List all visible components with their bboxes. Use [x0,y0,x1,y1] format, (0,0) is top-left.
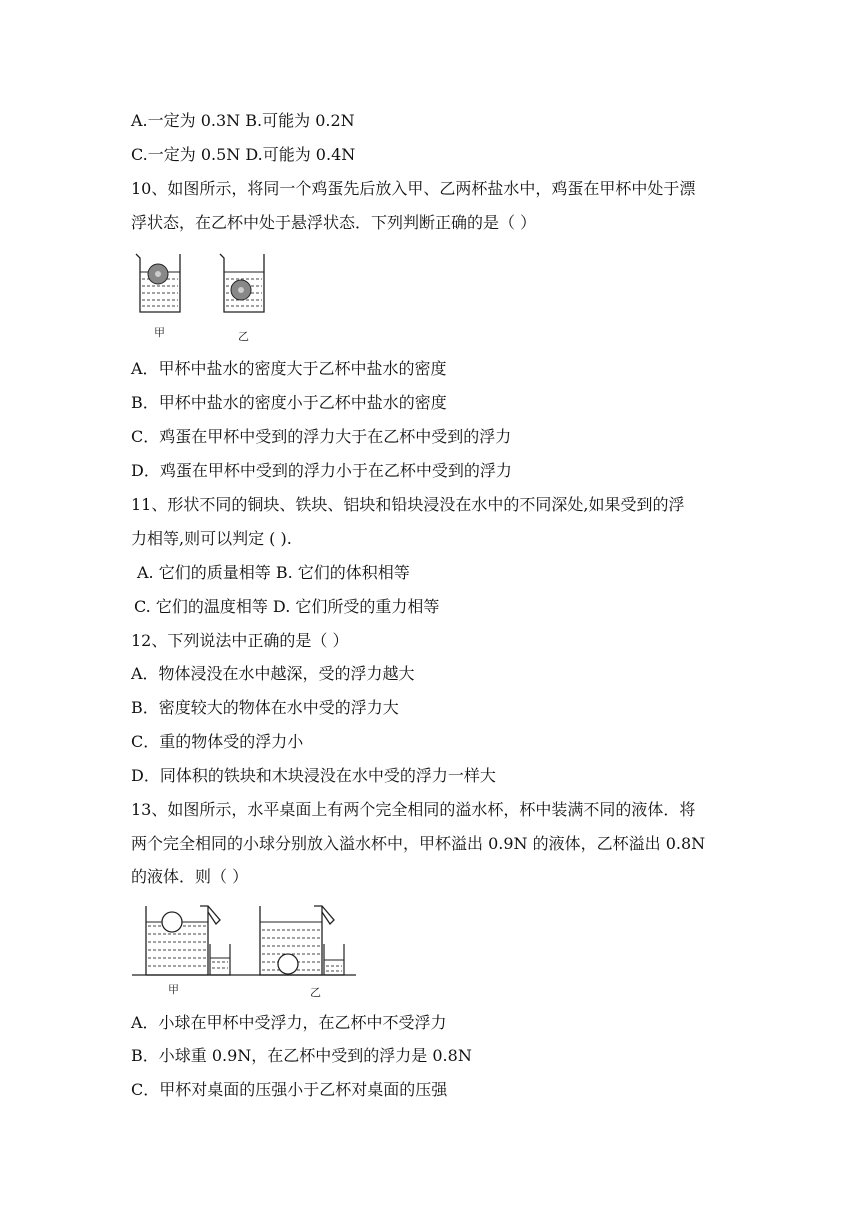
q12-stem: 12、下列说法中正确的是（ ） [131,631,349,650]
overflow-cup-jia [146,906,220,975]
q11-options-row-1: A. 它们的质量相等 B. 它们的体积相等 [137,563,410,582]
q13-stem-line-3: 的液体．则（ ） [131,867,249,886]
q12-option-a: A．物体浸没在水中越深，受的浮力越大 [131,664,415,683]
q13-stem-line-1: 13、如图所示，水平桌面上有两个完全相同的溢水杯，杯中装满不同的液体．将 [131,800,696,819]
q11-options-row-2: C. 它们的温度相等 D. 它们所受的重力相等 [134,597,440,616]
q12-option-c: C．重的物体受的浮力小 [131,732,304,751]
q13-overflow-cups-figure [130,900,360,1000]
q13-figure-label-yi: 乙 [310,986,321,999]
q10-stem-line-2: 浮状态，在乙杯中处于悬浮状态．下列判断正确的是（ ） [131,213,537,232]
q10-option-b: B．甲杯中盐水的密度小于乙杯中盐水的密度 [131,393,447,412]
q10-stem-line-1: 10、如图所示，将同一个鸡蛋先后放入甲、乙两杯盐水中，鸡蛋在甲杯中处于漂 [131,179,696,198]
q13-option-c: C．甲杯对桌面的压强小于乙杯对桌面的压强 [131,1080,448,1099]
ball-sunk [278,954,298,974]
q10-figure-label-jia: 甲 [154,326,165,339]
q12-option-b: B．密度较大的物体在水中受的浮力大 [131,698,399,717]
q10-option-d: D．鸡蛋在甲杯中受到的浮力小于在乙杯中受到的浮力 [131,461,512,480]
q9-options-row-2: C.一定为 0.5N D.可能为 0.4N [131,145,356,164]
q10-beakers-figure [130,248,290,348]
q10-figure-label-yi: 乙 [238,330,249,343]
q13-figure-label-jia: 甲 [168,983,179,996]
q13-option-b: B．小球重 0.9N，在乙杯中受到的浮力是 0.8N [131,1046,472,1065]
q10-option-a: A．甲杯中盐水的密度大于乙杯中盐水的密度 [131,359,447,378]
small-cup-jia [210,944,230,975]
q11-stem-line-2: 力相等,则可以判定 ( ). [131,529,292,548]
q13-stem-line-2: 两个完全相同的小球分别放入溢水杯中，甲杯溢出 0.9N 的液体，乙杯溢出 0.8N [131,834,706,853]
q9-options-row-1: A.一定为 0.3N B.可能为 0.2N [131,111,355,130]
q11-stem-line-1: 11、形状不同的铜块、铁块、铝块和铅块浸没在水中的不同深处,如果受到的浮 [131,495,685,514]
q12-option-d: D．同体积的铁块和木块浸没在水中受的浮力一样大 [131,766,496,785]
ball-floating [162,912,182,932]
q10-option-c: C．鸡蛋在甲杯中受到的浮力大于在乙杯中受到的浮力 [131,427,512,446]
q13-option-a: A．小球在甲杯中受浮力，在乙杯中不受浮力 [131,1013,447,1032]
